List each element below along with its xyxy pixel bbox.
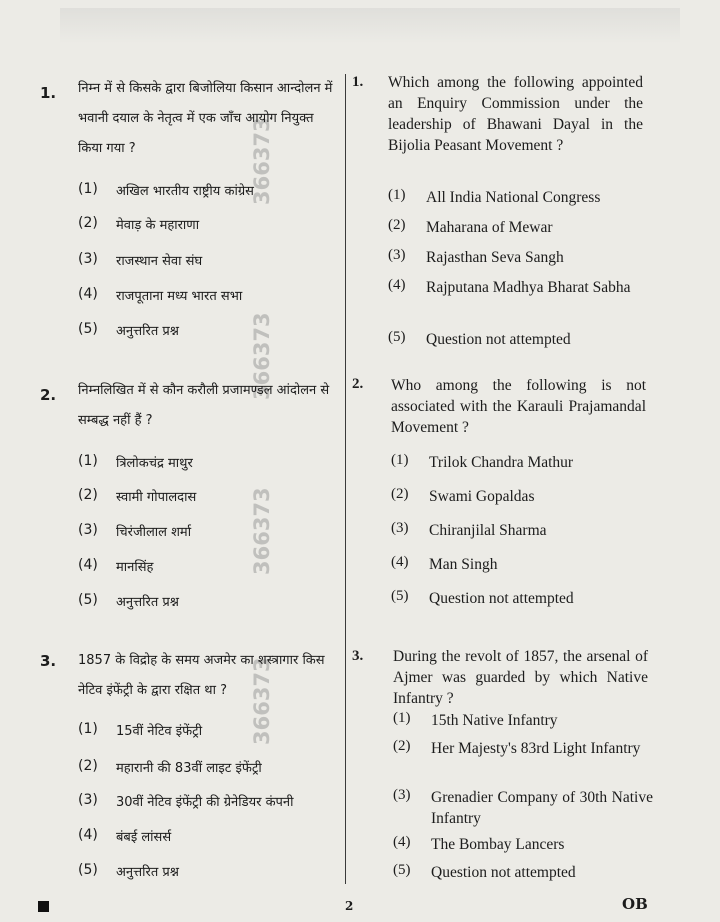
option-text: Grenadier Company of 30th Native Infantry bbox=[431, 789, 653, 827]
option-number: (3) bbox=[78, 792, 98, 808]
option-number: (3) bbox=[393, 787, 411, 803]
question-text-english: Who among the following is not associated with the Karauli Prajamandal Movement ? bbox=[391, 377, 646, 436]
option-number: (5) bbox=[393, 862, 411, 878]
option-hindi bbox=[78, 592, 179, 610]
corner-square-mark bbox=[38, 901, 49, 912]
option-text: अनुत्तरित प्रश्न bbox=[116, 865, 179, 880]
option-text: 15th Native Infantry bbox=[431, 712, 558, 729]
option-text: Trilok Chandra Mathur bbox=[429, 454, 574, 471]
watermark: 366373 bbox=[250, 312, 274, 400]
option-number: (1) bbox=[78, 453, 98, 469]
option-number: (2) bbox=[78, 487, 98, 503]
option-text: मानसिंह bbox=[116, 560, 154, 575]
option-number: (5) bbox=[78, 862, 98, 878]
option-english bbox=[388, 277, 648, 298]
option-number: (5) bbox=[391, 588, 409, 604]
option-text: Question not attempted bbox=[426, 331, 571, 348]
option-english bbox=[391, 588, 574, 609]
option-hindi bbox=[78, 286, 242, 304]
option-english bbox=[388, 329, 571, 350]
option-number: (3) bbox=[391, 520, 409, 536]
option-hindi bbox=[78, 181, 254, 199]
question-number: 1. bbox=[352, 74, 364, 90]
option-text: Rajputana Madhya Bharat Sabha bbox=[426, 279, 631, 296]
option-text: राजस्थान सेवा संघ bbox=[116, 254, 203, 269]
booklet-code: OB bbox=[622, 895, 648, 913]
option-text: चिरंजीलाल शर्मा bbox=[116, 525, 192, 540]
option-number: (5) bbox=[388, 329, 406, 345]
option-text: Chiranjilal Sharma bbox=[429, 522, 547, 539]
option-number: (5) bbox=[78, 321, 98, 337]
option-hindi bbox=[78, 557, 153, 575]
option-english bbox=[388, 217, 553, 238]
question-number: 2. bbox=[352, 376, 364, 392]
option-text: अनुत्तरित प्रश्न bbox=[116, 595, 179, 610]
option-hindi bbox=[78, 862, 179, 880]
option-text: त्रिलोकचंद्र माथुर bbox=[116, 456, 193, 471]
option-hindi bbox=[78, 453, 193, 471]
question-text-english: Which among the following appointed an Enquiry Commission under the leadership of Bhawani Dayal in the Bijolia Peasant Movement ? bbox=[388, 74, 643, 154]
option-number: (4) bbox=[388, 277, 406, 293]
watermark: 366373 bbox=[250, 657, 274, 745]
option-number: (2) bbox=[391, 486, 409, 502]
option-text: बंबई लांसर्स bbox=[116, 830, 172, 845]
option-text: 15वीं नेटिव इंफेंट्री bbox=[116, 724, 203, 739]
option-text: All India National Congress bbox=[426, 189, 601, 206]
option-number: (3) bbox=[78, 251, 98, 267]
option-text: Her Majesty's 83rd Light Infantry bbox=[431, 740, 641, 757]
option-hindi bbox=[78, 522, 191, 540]
page-number: 2 bbox=[345, 899, 354, 913]
question-number: 2. bbox=[40, 386, 57, 404]
option-number: (4) bbox=[78, 286, 98, 302]
option-hindi bbox=[78, 487, 196, 505]
option-number: (2) bbox=[388, 217, 406, 233]
option-text: Maharana of Mewar bbox=[426, 219, 553, 236]
option-text: राजपूताना मध्य भारत सभा bbox=[116, 289, 243, 304]
option-english bbox=[391, 486, 534, 507]
option-english bbox=[388, 247, 564, 268]
option-number: (5) bbox=[78, 592, 98, 608]
option-number: (2) bbox=[78, 758, 98, 774]
option-number: (4) bbox=[78, 557, 98, 573]
option-text: मेवाड़ के महाराणा bbox=[116, 218, 200, 233]
header-smudge bbox=[60, 8, 680, 44]
option-english bbox=[391, 520, 547, 541]
option-text: अखिल भारतीय राष्ट्रीय कांग्रेस bbox=[116, 184, 254, 199]
option-text: Question not attempted bbox=[431, 864, 576, 881]
option-text: 30वीं नेटिव इंफेंट्री की ग्रेनेडियर कंपनी bbox=[116, 795, 294, 810]
option-text: अनुत्तरित प्रश्न bbox=[116, 324, 179, 339]
option-hindi bbox=[78, 721, 202, 739]
option-number: (3) bbox=[78, 522, 98, 538]
option-number: (4) bbox=[78, 827, 98, 843]
question-text-english: During the revolt of 1857, the arsenal of Ajmer was guarded by which Native Infantry ? bbox=[393, 648, 648, 707]
option-hindi bbox=[78, 321, 179, 339]
option-hindi bbox=[78, 758, 262, 776]
question-text-hindi: निम्नलिखित में से कौन करौली प्रजामण्डल आंदोलन से सम्बद्ध नहीं हैं ? bbox=[78, 383, 330, 428]
option-number: (4) bbox=[393, 834, 411, 850]
question-text-hindi: निम्न में से किसके द्वारा बिजोलिया किसान आन्दोलन में भवानी दयाल के नेतृत्व में एक जाँच आयोग नियुक्त किया गया ? bbox=[78, 81, 333, 156]
option-number: (2) bbox=[393, 738, 411, 754]
option-english bbox=[393, 834, 564, 855]
option-number: (1) bbox=[388, 187, 406, 203]
option-hindi bbox=[78, 827, 171, 845]
option-hindi bbox=[78, 215, 199, 233]
option-text: The Bombay Lancers bbox=[431, 836, 565, 853]
watermark: 366373 bbox=[250, 117, 274, 205]
column-divider bbox=[345, 74, 346, 884]
option-text: महारानी की 83वीं लाइट इंफेंट्री bbox=[116, 761, 262, 776]
option-english bbox=[393, 862, 576, 883]
question-number: 1. bbox=[40, 84, 57, 102]
question-number: 3. bbox=[352, 648, 364, 664]
option-hindi bbox=[78, 251, 202, 269]
option-english bbox=[393, 787, 653, 829]
option-hindi bbox=[78, 792, 294, 810]
option-english bbox=[393, 738, 653, 759]
watermark: 366373 bbox=[250, 487, 274, 575]
option-text: स्वामी गोपालदास bbox=[116, 490, 197, 505]
option-english bbox=[388, 187, 600, 208]
option-text: Swami Gopaldas bbox=[429, 488, 535, 505]
option-text: Man Singh bbox=[429, 556, 498, 573]
option-text: Rajasthan Seva Sangh bbox=[426, 249, 564, 266]
option-number: (1) bbox=[393, 710, 411, 726]
option-text: Question not attempted bbox=[429, 590, 574, 607]
option-number: (1) bbox=[78, 721, 98, 737]
option-english bbox=[391, 452, 573, 473]
question-text-hindi: 1857 के विद्रोह के समय अजमेर का शस्त्रागार किस नेटिव इंफेंट्री के द्वारा रक्षित था ? bbox=[78, 653, 325, 698]
option-number: (2) bbox=[78, 215, 98, 231]
question-number: 3. bbox=[40, 652, 57, 670]
option-number: (4) bbox=[391, 554, 409, 570]
option-english bbox=[391, 554, 497, 575]
option-english bbox=[393, 710, 558, 731]
option-number: (1) bbox=[391, 452, 409, 468]
option-number: (1) bbox=[78, 181, 98, 197]
option-number: (3) bbox=[388, 247, 406, 263]
